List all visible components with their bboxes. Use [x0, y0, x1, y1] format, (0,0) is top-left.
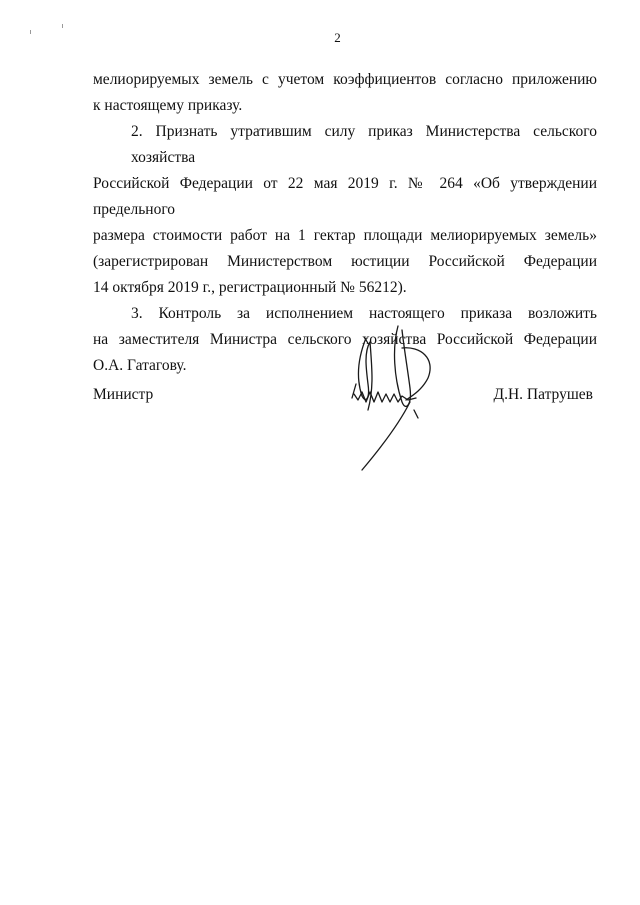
- paragraph-1: [93, 67, 597, 119]
- text-line: 14 октября 2019 г., регистрационный № 56212).: [93, 279, 407, 296]
- text-line: на заместителя Министра сельского хозяйства Российской Федерации: [93, 331, 597, 348]
- text-line: к настоящему приказу.: [93, 97, 243, 114]
- text-line: О.А. Гатагову.: [93, 357, 187, 374]
- text-line: 2. Признать утратившим силу приказ Министерства сельского хозяйства: [131, 123, 597, 166]
- text-line: размера стоимости работ на 1 гектар площади мелиорируемых земель»: [93, 227, 597, 244]
- signer-title: Министр: [93, 386, 154, 403]
- paragraph-2: [93, 119, 597, 301]
- page-number: 2: [334, 30, 341, 45]
- text-line: 3. Контроль за исполнением настоящего приказа возложить: [131, 305, 597, 322]
- handwritten-signature: [340, 318, 450, 478]
- text-line: Российской Федерации от 22 мая 2019 г. № 264 «Об утверждении предельного: [93, 175, 597, 218]
- text-line: мелиорируемых земель с учетом коэффициентов согласно приложению: [93, 71, 597, 88]
- text-line: (зарегистрирован Министерством юстиции Российской Федерации: [93, 253, 597, 270]
- scan-artifact: [62, 24, 63, 28]
- signer-name: Д.Н. Патрушев: [493, 386, 593, 403]
